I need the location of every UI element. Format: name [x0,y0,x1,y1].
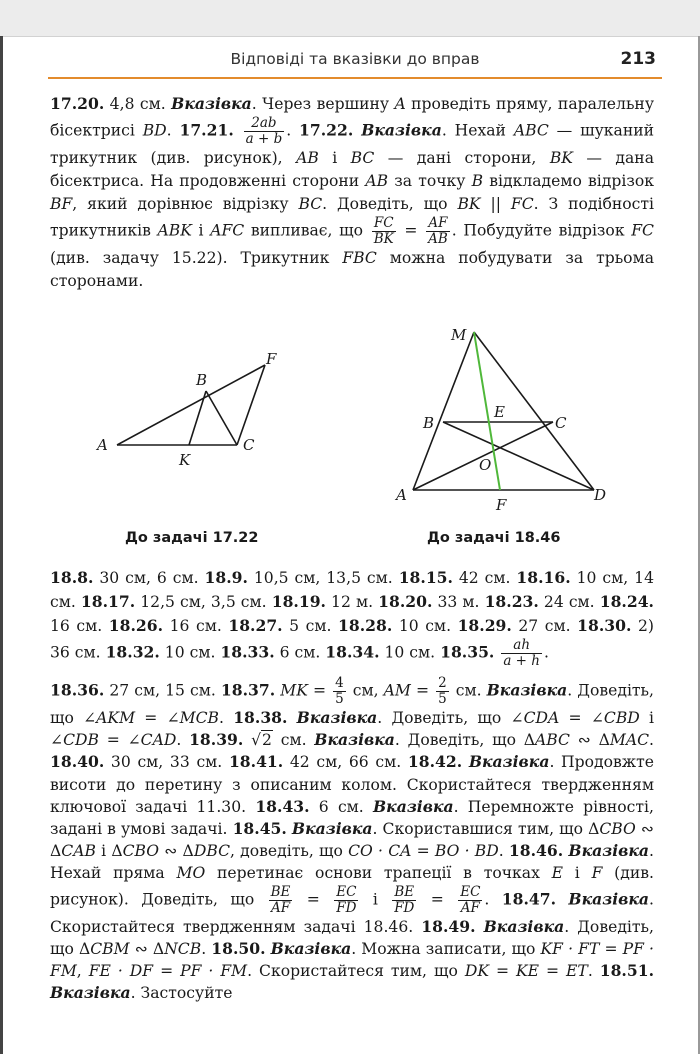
paragraph-18-8: 18.8. 30 см, 6 см. 18.9. 10,5 см, 13,5 см. 18.15. 42 см. 18.16. 10 см, 14 см. 18.17. 12,5 см, 3,5 см. 18.19. 12 м. 18.20. 33 м. 18.23. 24 см. 18.24. 16 см. 18.26. 16 см. 18.27. 5 см. 18.28. 10 см. 18.29. 27 см. 18.30. 2) 36 см. 18.32. 10 см. 18.33. 6 см. 18.34. 10 см. 18.35. $\frac{ah}{a + h}$ . [50,568,654,669]
label-B: B [196,371,208,389]
running-header: Відповіді та вказівки до вправ [230,50,480,68]
fraction: $\frac{FC}{BK}$ [373,215,394,247]
top-bar [0,0,700,37]
label-M: M [451,326,467,344]
label-D: D [594,486,607,504]
label-C: C [243,436,255,454]
label-F: F [496,496,507,514]
segment-BD [443,422,594,490]
label-B: B [423,414,435,432]
fraction: $\frac{2}{5}$ [438,675,447,707]
caption-18-46: До задачі 18.46 [427,530,561,546]
fraction: $\frac{AF}{AB}$ [428,215,448,247]
label-A: A [97,436,108,454]
page-number: 213 [620,49,656,69]
segment-BC [206,391,237,445]
paragraph-17-20: 17.20. 4,8 см. Вказівка. Через вершину A проведіть пряму, паралельну бісектрисі BD. 17.21. $\frac{2ab}{a + b}$ . 17.22. Вказівка. Нехай ABC — шуканий трикутник (див. рисунок), AB і BC — дані сторони, BK — дана бісектриса. На продовженні сторони AB за точку B відкладемо відрізок BF, який дорівнює відрізку BC. Доведіть, що BK || FC. З подібності трикутників ABK і AFC випливає, що $\frac{FC}{BK}$ = $\frac{AF}{AB}$ . Побудуйте відрізок FC (див. задачу 15.22). Трикутник FBC можна побудувати за трьома сторонами. [50,94,655,290]
label-O: O [479,456,492,474]
label-K: K [179,451,191,469]
label-E: E [494,403,505,421]
fraction: $\frac{BE}{AF}$ [270,883,291,916]
header-divider [48,77,662,79]
left-border [0,36,3,1054]
fraction: $\frac{EC}{AF}$ [460,883,481,916]
label-A: A [396,486,407,504]
figure-17-22 [90,350,310,470]
fraction: $\frac{ah}{a + h}$ [503,637,540,669]
segment-AF [117,365,265,445]
caption-17-22: До задачі 17.22 [125,530,259,546]
fraction: $\frac{2ab}{a + b}$ [245,115,283,147]
fraction: $\frac{EC}{FD}$ [336,883,357,916]
label-C: C [555,414,567,432]
fraction: $\frac{4}{5}$ [335,675,344,707]
figure-18-46 [390,318,620,518]
segment-MD [474,332,594,490]
segment-BK [189,391,206,445]
label-F: F [266,350,277,368]
segment-MA [413,332,474,490]
square-root: √2 [243,731,272,750]
fraction: $\frac{BE}{FD}$ [394,883,415,916]
paragraph-18-36: 18.36. 27 см, 15 см. 18.37. MK = $\frac{4}{5}$ см, AM = $\frac{2}{5}$ см. Вказівка. Доведіть, що ∠AKM = ∠MCB. 18.38. Вказівка. Доведіть, що ∠CDA = ∠CBD і ∠CDB = ∠CAD. 18.39. √2 см. Вказівка. Доведіть, що ΔABC ∾ ΔMAC. 18.40. 30 см, 33 см. 18.41. 42 см, 66 см. 18.42. Вказівка. Продовжте висоти до перетину з описаним колом. Скористайтеся твердженням ключової задачі 11.30. 18.43. 6 см. Вказівка. Перемножте рівності, задані в умові задачі. 18.45. Вказівка. Скориставшися тим, що ΔCBO ∾ ΔCAB і ΔCBO ∾ ΔDBC, доведіть, що CO · CA = BO · BD. 18.46. Вказівка. Нехай пряма MO перетинає основи трапеції в точках E і F (див. рисунок). Доведіть, що $\frac{BE}{AF}$ = $\frac{EC}{FD}$ і $\frac{BE}{FD}$ = $\frac{EC}{AF}$ . 18.47. Вказівка. Скористайтеся твердженням задачі 18.46. 18.49. Вказівка. Доведіть, що ΔCBM ∾ ΔNCB. 18.50. Вказівка. Можна записати, що KF · FT = PF · FM, FE · DF = PF · FM. Скористайтеся тим, що DK = KE = ET. 18.51. Вказівка. Застосуйте [50,675,655,1003]
